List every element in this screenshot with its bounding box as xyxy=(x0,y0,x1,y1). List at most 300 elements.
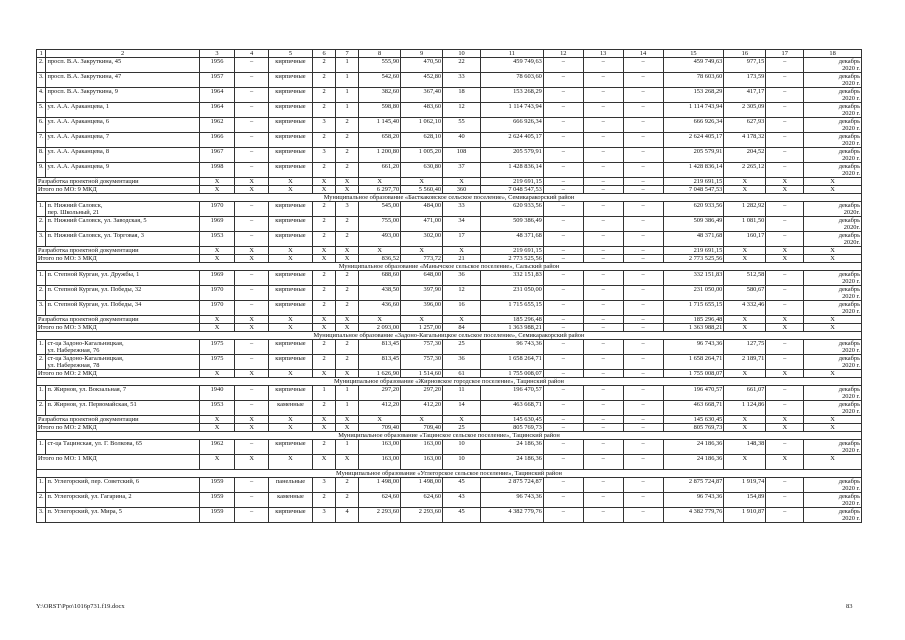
cell-line: п. Нижний Саловск, xyxy=(47,202,103,209)
table-cell: 1 910,87 xyxy=(724,508,766,523)
table-cell: Х xyxy=(313,186,336,194)
table-cell: 1962 xyxy=(199,440,235,455)
table-cell: – xyxy=(235,163,269,178)
table-cell: просп. В.А. Закруткина, 47 xyxy=(46,73,199,88)
table-row xyxy=(37,103,862,118)
table-cell: 18 xyxy=(443,88,481,103)
table-cell: 78 603,60 xyxy=(480,73,543,88)
table-cell: – xyxy=(623,202,663,217)
table-cell: 1 xyxy=(336,401,359,416)
table-cell: Х xyxy=(199,178,235,186)
table-cell: 620 933,56 xyxy=(480,202,543,217)
table-cell: Х xyxy=(804,324,862,332)
table-cell: – xyxy=(583,493,623,508)
table-row xyxy=(37,493,862,508)
table-cell: – xyxy=(623,133,663,148)
table-cell: Х xyxy=(235,255,269,263)
table-cell: 2 xyxy=(336,286,359,301)
table-cell: 2 xyxy=(313,355,336,370)
table-cell: п. Углегорский, пер. Советский, 6 xyxy=(46,478,199,493)
table-cell: Х xyxy=(268,455,312,470)
table-cell: 2. xyxy=(37,401,46,416)
cell-line: декабрь xyxy=(838,103,860,110)
column-number: 12 xyxy=(543,50,583,58)
table-cell: Х xyxy=(724,316,766,324)
table-cell: – xyxy=(623,247,663,255)
table-cell: 2 xyxy=(336,340,359,355)
table-cell: 2. xyxy=(37,286,46,301)
table-cell: ул. А.А. Араканцева, 7 xyxy=(46,133,199,148)
municipality-header-row xyxy=(37,470,862,478)
table-cell: – xyxy=(543,202,583,217)
table-cell: 2 xyxy=(336,133,359,148)
table-cell: 163,00 xyxy=(401,455,443,470)
table-cell: 1970 xyxy=(199,301,235,316)
table-cell: – xyxy=(543,247,583,255)
table-cell: 61 xyxy=(443,370,481,378)
table-cell: 977,15 xyxy=(724,58,766,73)
table-cell: – xyxy=(583,73,623,88)
table-cell: – xyxy=(623,440,663,455)
table-cell: 10 xyxy=(443,440,481,455)
table-cell: 1 514,60 xyxy=(401,370,443,378)
table-cell: 297,20 xyxy=(401,386,443,401)
table-cell: Х xyxy=(359,247,401,255)
table-cell: 12 xyxy=(443,103,481,118)
summary-row xyxy=(37,370,862,378)
table-cell: 297,20 xyxy=(359,386,401,401)
cell-line: декабрь xyxy=(838,73,860,80)
table-cell: 37 xyxy=(443,163,481,178)
table-cell: 1 715 655,15 xyxy=(480,301,543,316)
table-cell: – xyxy=(235,58,269,73)
table-cell: 2 xyxy=(313,301,336,316)
table-cell: 1 658 264,71 xyxy=(663,355,724,370)
table-cell: – xyxy=(583,202,623,217)
table-cell: Х xyxy=(268,316,312,324)
column-number: 2 xyxy=(46,50,199,58)
table-cell: Х xyxy=(724,324,766,332)
table-cell: 1 363 988,21 xyxy=(480,324,543,332)
table-cell: 773,72 xyxy=(401,255,443,263)
cell-line: 2020 г. xyxy=(842,362,860,369)
table-cell: Х xyxy=(199,255,235,263)
table-cell: – xyxy=(623,340,663,355)
table-cell: Х xyxy=(268,186,312,194)
table-cell: 2 xyxy=(313,217,336,232)
cell-line: декабрь xyxy=(838,401,860,408)
table-cell: 360 xyxy=(443,186,481,194)
table-cell: – xyxy=(543,73,583,88)
table-cell: 470,50 xyxy=(401,58,443,73)
table-cell: 2 xyxy=(336,478,359,493)
table-cell: Х xyxy=(804,370,862,378)
table-cell: кирпичные xyxy=(268,103,312,118)
table-cell: 493,00 xyxy=(359,232,401,247)
table-cell: – xyxy=(235,401,269,416)
table-cell: кирпичные xyxy=(268,118,312,133)
summary-label: Итого по МО: 3 МКД xyxy=(37,324,200,332)
table-cell: 1. xyxy=(37,386,46,401)
table-cell: 108 xyxy=(443,148,481,163)
table-cell: Х xyxy=(724,255,766,263)
table-cell: кирпичные xyxy=(268,73,312,88)
table-cell: 1970 xyxy=(199,202,235,217)
cell-line: 2020 г. xyxy=(842,125,860,132)
table-cell: 509 386,49 xyxy=(480,217,543,232)
table-cell: 1 715 655,15 xyxy=(663,301,724,316)
table-cell: – xyxy=(766,401,804,416)
table-cell: 2. xyxy=(37,493,46,508)
table-cell: 21 xyxy=(443,255,481,263)
table-cell: 757,30 xyxy=(401,355,443,370)
table-cell: Х xyxy=(804,316,862,324)
cell-line: декабрь xyxy=(838,301,860,308)
table-row xyxy=(37,217,862,232)
table-cell: Х xyxy=(443,178,481,186)
table-cell: 96 743,36 xyxy=(663,493,724,508)
table-cell: – xyxy=(235,301,269,316)
table-cell: Х xyxy=(804,424,862,432)
table-cell: 3 xyxy=(313,508,336,523)
table-cell: – xyxy=(235,217,269,232)
column-number: 1 xyxy=(37,50,46,58)
table-cell: 1970 xyxy=(199,286,235,301)
cell-line: декабрь xyxy=(838,133,860,140)
table-cell: 709,40 xyxy=(401,424,443,432)
table-cell: Х xyxy=(359,316,401,324)
cell-line: 2020 г. xyxy=(842,308,860,315)
table-cell: – xyxy=(583,370,623,378)
table-cell: – xyxy=(543,478,583,493)
table-cell: – xyxy=(766,508,804,523)
table-cell: Х xyxy=(766,324,804,332)
table-cell: Х xyxy=(313,178,336,186)
table-cell: 1998 xyxy=(199,163,235,178)
column-number: 15 xyxy=(663,50,724,58)
table-cell: 3. xyxy=(37,301,46,316)
footer-page-number: 83 xyxy=(846,603,853,610)
table-cell: – xyxy=(766,286,804,301)
table-cell: Х xyxy=(724,370,766,378)
table-cell: Х xyxy=(268,255,312,263)
table-cell: 709,40 xyxy=(359,424,401,432)
cell-line: 2020 г. xyxy=(842,485,860,492)
table-cell: – xyxy=(766,386,804,401)
table-cell: 836,52 xyxy=(359,255,401,263)
table-cell: – xyxy=(583,271,623,286)
table-cell: 1959 xyxy=(199,508,235,523)
table-cell: – xyxy=(583,103,623,118)
table-cell: 512,58 xyxy=(724,271,766,286)
column-number: 6 xyxy=(313,50,336,58)
table-cell: Х xyxy=(724,455,766,470)
table-cell: 2 875 724,87 xyxy=(663,478,724,493)
table-cell: 96 743,36 xyxy=(663,340,724,355)
table-cell: Х xyxy=(336,255,359,263)
table-cell: – xyxy=(623,370,663,378)
table-cell: – xyxy=(543,163,583,178)
table-cell: 6 297,70 xyxy=(359,186,401,194)
table-cell: – xyxy=(623,424,663,432)
table-cell: кирпичные xyxy=(268,88,312,103)
table-cell: – xyxy=(623,355,663,370)
table-cell: 627,93 xyxy=(724,118,766,133)
cell-line: пер. Школьный, 21 xyxy=(47,209,100,216)
column-number: 3 xyxy=(199,50,235,58)
table-cell: 3 xyxy=(313,478,336,493)
cell-line: 2020 г. xyxy=(842,447,860,454)
table-cell: панельные xyxy=(268,478,312,493)
table-cell: – xyxy=(623,478,663,493)
table-cell xyxy=(804,73,862,88)
table-cell: 231 050,00 xyxy=(480,286,543,301)
table-cell: 231 050,00 xyxy=(663,286,724,301)
table-cell: – xyxy=(583,508,623,523)
table-cell: 25 xyxy=(443,424,481,432)
table-cell xyxy=(804,103,862,118)
table-cell: кирпичные xyxy=(268,58,312,73)
table-cell: 1 755 008,07 xyxy=(663,370,724,378)
table-cell: кирпичные xyxy=(268,202,312,217)
table-cell: – xyxy=(623,217,663,232)
summary-row xyxy=(37,455,862,470)
table-cell: 2 xyxy=(336,493,359,508)
table-cell: 11 xyxy=(443,386,481,401)
table-row xyxy=(37,386,862,401)
table-cell: 688,60 xyxy=(359,271,401,286)
table-cell: 459 749,63 xyxy=(663,58,724,73)
table-cell: – xyxy=(583,186,623,194)
table-cell: 1959 xyxy=(199,478,235,493)
table-cell: 48 371,68 xyxy=(663,232,724,247)
table-cell: – xyxy=(543,271,583,286)
table-cell: 545,00 xyxy=(359,202,401,217)
table-cell xyxy=(804,355,862,370)
table-cell: 127,75 xyxy=(724,340,766,355)
table-cell: – xyxy=(583,118,623,133)
table-row xyxy=(37,58,862,73)
table-cell: 648,00 xyxy=(401,271,443,286)
table-cell: – xyxy=(583,255,623,263)
table-cell: 204,52 xyxy=(724,148,766,163)
table-cell: Х xyxy=(766,455,804,470)
table-cell: Х xyxy=(235,186,269,194)
table-cell: 459 749,63 xyxy=(480,58,543,73)
table-cell: – xyxy=(623,386,663,401)
table-cell: 1 081,50 xyxy=(724,217,766,232)
table-cell: кирпичные xyxy=(268,148,312,163)
cell-line: 2020 г. xyxy=(842,293,860,300)
table-cell: – xyxy=(766,478,804,493)
table-row xyxy=(37,133,862,148)
table-cell: – xyxy=(766,217,804,232)
table-cell: Х xyxy=(336,370,359,378)
summary-row xyxy=(37,424,862,432)
table-cell: 555,90 xyxy=(359,58,401,73)
housing-repair-table xyxy=(36,49,862,523)
table-cell: 2 xyxy=(336,271,359,286)
table-cell: Х xyxy=(313,247,336,255)
table-cell: – xyxy=(583,401,623,416)
table-cell: – xyxy=(583,340,623,355)
table-cell: – xyxy=(623,73,663,88)
table-cell: Х xyxy=(199,370,235,378)
table-cell: – xyxy=(543,316,583,324)
table-cell: – xyxy=(583,386,623,401)
table-cell: Х xyxy=(443,247,481,255)
table-cell: – xyxy=(623,301,663,316)
table-row xyxy=(37,401,862,416)
table-cell: Х xyxy=(401,316,443,324)
column-number: 8 xyxy=(359,50,401,58)
table-cell: 1956 xyxy=(199,58,235,73)
table-cell: кирпичные xyxy=(268,217,312,232)
table-cell: – xyxy=(623,255,663,263)
table-cell: 145 630,45 xyxy=(663,416,724,424)
cell-line: ст-ца Задоно-Кагальницкая, xyxy=(47,355,124,362)
table-cell: Х xyxy=(766,316,804,324)
summary-row xyxy=(37,178,862,186)
table-cell: 96 743,36 xyxy=(480,493,543,508)
table-cell: 2 093,00 xyxy=(359,324,401,332)
table-cell: 1 428 836,14 xyxy=(480,163,543,178)
table-cell: 96 743,36 xyxy=(480,340,543,355)
table-cell: 1. xyxy=(37,478,46,493)
table-cell: 658,20 xyxy=(359,133,401,148)
table-cell: 813,45 xyxy=(359,355,401,370)
table-cell xyxy=(804,386,862,401)
table-cell: 12 xyxy=(443,286,481,301)
cell-line: 2020 г. xyxy=(842,65,860,72)
cell-line: 2020 г. xyxy=(842,393,860,400)
table-cell: 2 xyxy=(336,232,359,247)
table-cell: 2. xyxy=(37,217,46,232)
table-cell: 17 xyxy=(443,232,481,247)
table-cell: 185 296,48 xyxy=(663,316,724,324)
table-cell: 3. xyxy=(37,508,46,523)
table-cell: 3 xyxy=(336,202,359,217)
table-cell: 185 296,48 xyxy=(480,316,543,324)
table-cell: 163,00 xyxy=(359,440,401,455)
table-cell: Х xyxy=(235,324,269,332)
table-cell: 2 xyxy=(313,58,336,73)
table-cell: 2 xyxy=(313,88,336,103)
table-cell: – xyxy=(766,271,804,286)
table-cell: 1 200,80 xyxy=(359,148,401,163)
table-cell: 666 926,34 xyxy=(663,118,724,133)
municipality-title: Муниципальное образование «Тацинское сельское поселение», Тацинский район xyxy=(37,432,862,440)
table-cell: Х xyxy=(336,324,359,332)
cell-line: декабрь xyxy=(838,217,860,224)
table-cell: Х xyxy=(724,178,766,186)
column-number: 5 xyxy=(268,50,312,58)
table-cell: 153 268,29 xyxy=(663,88,724,103)
table-cell: кирпичные xyxy=(268,232,312,247)
table-cell: Х xyxy=(804,255,862,263)
summary-row xyxy=(37,324,862,332)
table-cell: п. Углегорский, ул. Гагарина, 2 xyxy=(46,493,199,508)
cell-line: декабрь xyxy=(838,88,860,95)
table-cell: 3 xyxy=(313,118,336,133)
table-cell: п. Нижний Саловск, ул. Заводская, 5 xyxy=(46,217,199,232)
table-cell: 666 926,34 xyxy=(480,118,543,133)
table-cell: 2. xyxy=(37,58,46,73)
table-cell: 205 579,91 xyxy=(663,148,724,163)
cell-line: декабрь xyxy=(838,478,860,485)
cell-line: 2020г. xyxy=(843,224,860,231)
table-cell: 2 xyxy=(313,133,336,148)
table-cell: Х xyxy=(766,255,804,263)
table-cell: – xyxy=(623,493,663,508)
table-cell: Х xyxy=(724,416,766,424)
table-cell: просп. В.А. Закруткина, 45 xyxy=(46,58,199,73)
table-cell: – xyxy=(543,118,583,133)
table-cell: – xyxy=(583,148,623,163)
table-cell xyxy=(804,217,862,232)
table-row xyxy=(37,508,862,523)
table-cell: 1 062,10 xyxy=(401,118,443,133)
table-cell: 2 xyxy=(336,355,359,370)
column-number: 13 xyxy=(583,50,623,58)
summary-label: Разработка проектной документации xyxy=(37,178,200,186)
municipality-title: Муниципальное образование «Жирновское городское поселение», Тацинский район xyxy=(37,378,862,386)
table-cell: – xyxy=(543,186,583,194)
table-cell: Х xyxy=(313,255,336,263)
table-cell: п. Нижний Саловск, ул. Торговая, 3 xyxy=(46,232,199,247)
table-cell: кирпичные xyxy=(268,133,312,148)
table-cell: Х xyxy=(766,178,804,186)
table-cell: Х xyxy=(235,370,269,378)
summary-label: Итого по МО: 3 МКД xyxy=(37,255,200,263)
table-cell: Х xyxy=(766,424,804,432)
table-cell: 542,60 xyxy=(359,73,401,88)
table-cell: 332 151,83 xyxy=(480,271,543,286)
table-cell: – xyxy=(235,386,269,401)
table-row xyxy=(37,286,862,301)
table-cell: 1 755 008,07 xyxy=(480,370,543,378)
table-cell: 5 560,40 xyxy=(401,186,443,194)
table-cell: 1 114 743,94 xyxy=(663,103,724,118)
cell-line: декабрь xyxy=(838,118,860,125)
table-cell: каменные xyxy=(268,401,312,416)
table-cell: – xyxy=(583,316,623,324)
table-cell: – xyxy=(235,103,269,118)
table-cell: Х xyxy=(268,324,312,332)
table-row xyxy=(37,301,862,316)
municipality-header-row xyxy=(37,332,862,340)
table-cell: Х xyxy=(268,416,312,424)
table-cell: 2 xyxy=(336,301,359,316)
table-cell: 45 xyxy=(443,478,481,493)
table-cell: 7. xyxy=(37,133,46,148)
table-cell: – xyxy=(543,508,583,523)
table-cell: – xyxy=(583,424,623,432)
table-cell: 154,89 xyxy=(724,493,766,508)
table-cell: ул. А.А. Араканцева, 1 xyxy=(46,103,199,118)
table-cell: 1 xyxy=(336,386,359,401)
table-cell: Х xyxy=(313,424,336,432)
table-cell: 1 xyxy=(336,440,359,455)
table-cell: п. Степной Курган, ул. Дружбы, 1 xyxy=(46,271,199,286)
table-cell xyxy=(804,163,862,178)
table-cell: 412,20 xyxy=(359,401,401,416)
table-cell: – xyxy=(623,186,663,194)
table-cell xyxy=(804,58,862,73)
table-cell: п. Жирнов, ул. Первомайская, 51 xyxy=(46,401,199,416)
table-cell: 2 xyxy=(313,103,336,118)
table-cell: – xyxy=(235,440,269,455)
